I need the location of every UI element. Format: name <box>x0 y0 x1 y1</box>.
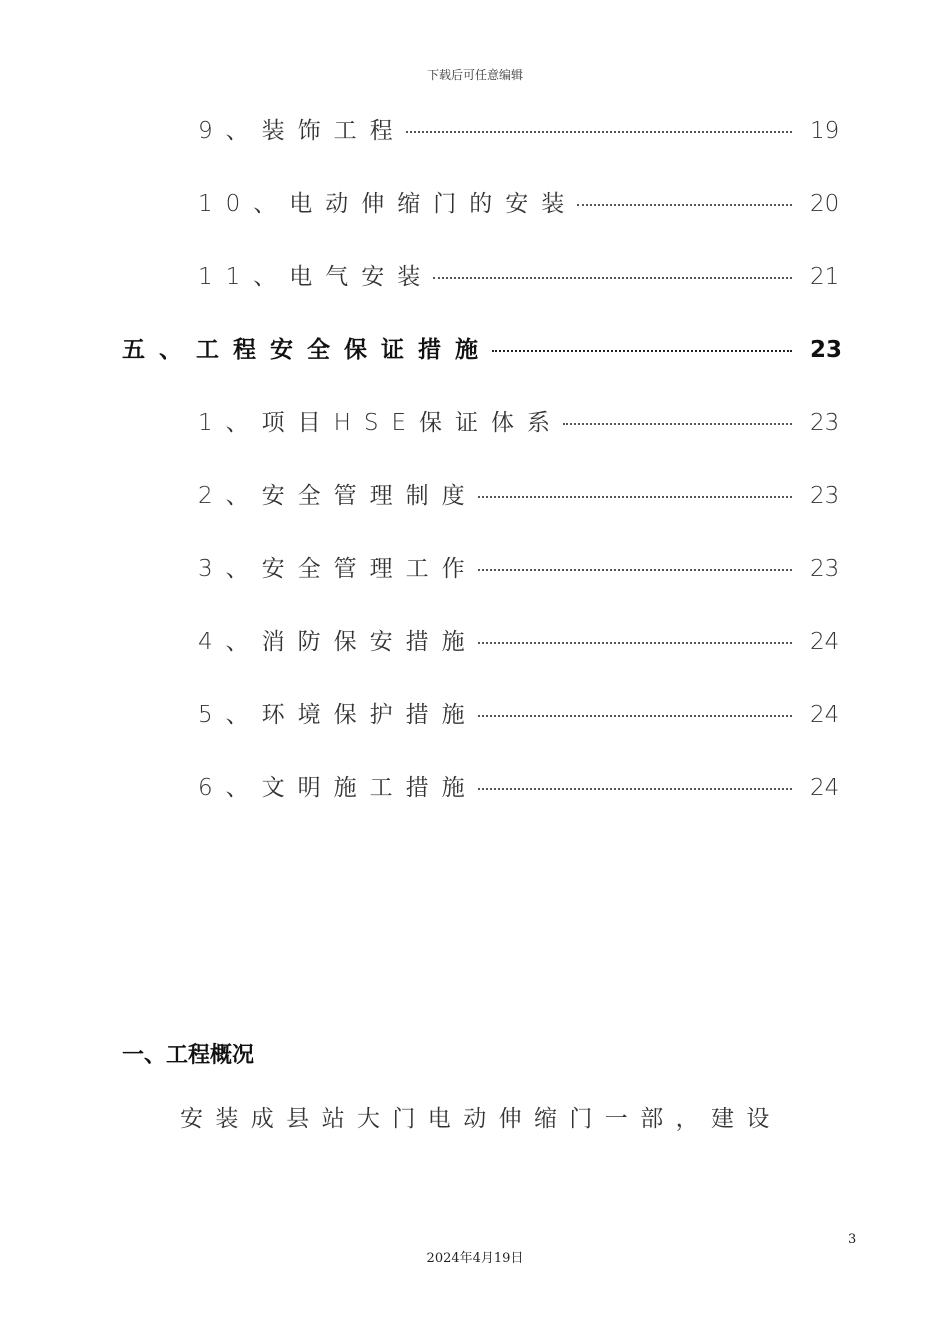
toc-page-number: 24 <box>810 629 840 655</box>
toc-entry-label: 五、工程安全保证措施 <box>122 337 492 363</box>
toc-page-number: 23 <box>810 556 840 582</box>
toc-page-number: 19 <box>810 118 840 144</box>
toc-page-number: 24 <box>810 775 840 801</box>
toc-page-number: 20 <box>810 191 840 217</box>
toc-entry-5-5[interactable] <box>198 696 838 729</box>
toc-entry-5-2[interactable] <box>198 477 838 510</box>
toc-entry-label: 10、电动伸缩门的安装 <box>198 191 578 217</box>
toc-entry-label: 9、装饰工程 <box>198 118 406 144</box>
toc-entry-label: 11、电气安装 <box>198 264 434 290</box>
page-header: 下载后可任意编辑 <box>426 68 523 82</box>
toc-dot-leader <box>577 204 792 206</box>
toc-dot-leader <box>492 350 792 352</box>
toc-dot-leader <box>478 496 792 498</box>
toc-page-number: 23 <box>810 337 843 363</box>
toc-entry-label: 4、消防保安措施 <box>198 629 478 655</box>
toc-dot-leader <box>478 788 792 790</box>
toc-entry-label: 3、安全管理工作 <box>198 556 478 582</box>
body-paragraph: 安装成县站大门电动伸缩门一部，建设 <box>180 1106 782 1132</box>
toc-page-number: 24 <box>810 702 840 728</box>
toc-entry-section-5[interactable] <box>122 331 843 364</box>
toc-dot-leader <box>478 642 792 644</box>
toc-dot-leader <box>478 715 792 717</box>
toc-dot-leader <box>433 277 792 279</box>
toc-entry-5-6[interactable] <box>198 769 838 802</box>
toc-page-number: 23 <box>810 410 840 436</box>
toc-page-number: 21 <box>810 264 840 290</box>
toc-dot-leader <box>478 569 792 571</box>
toc-entry-5-3[interactable] <box>198 550 838 583</box>
page-footer-date: 2024年4月19日 <box>426 1251 524 1266</box>
toc-dot-leader <box>406 131 792 133</box>
page-number: 3 <box>848 1232 857 1247</box>
toc-dot-leader <box>563 423 792 425</box>
toc-entry-5-4[interactable] <box>198 623 838 656</box>
toc-entry-11[interactable] <box>198 258 838 291</box>
section-heading: 一、工程概况 <box>122 1043 255 1068</box>
toc-entry-9[interactable] <box>198 112 838 145</box>
toc-entry-label: 5、环境保护措施 <box>198 702 478 728</box>
toc-entry-10[interactable] <box>198 185 838 218</box>
toc-page-number: 23 <box>810 483 840 509</box>
toc-entry-label: 1、项目HSE保证体系 <box>198 410 564 436</box>
toc-entry-5-1[interactable] <box>198 404 838 437</box>
toc-entry-label: 6、文明施工措施 <box>198 775 478 801</box>
toc-entry-label: 2、安全管理制度 <box>198 483 478 509</box>
